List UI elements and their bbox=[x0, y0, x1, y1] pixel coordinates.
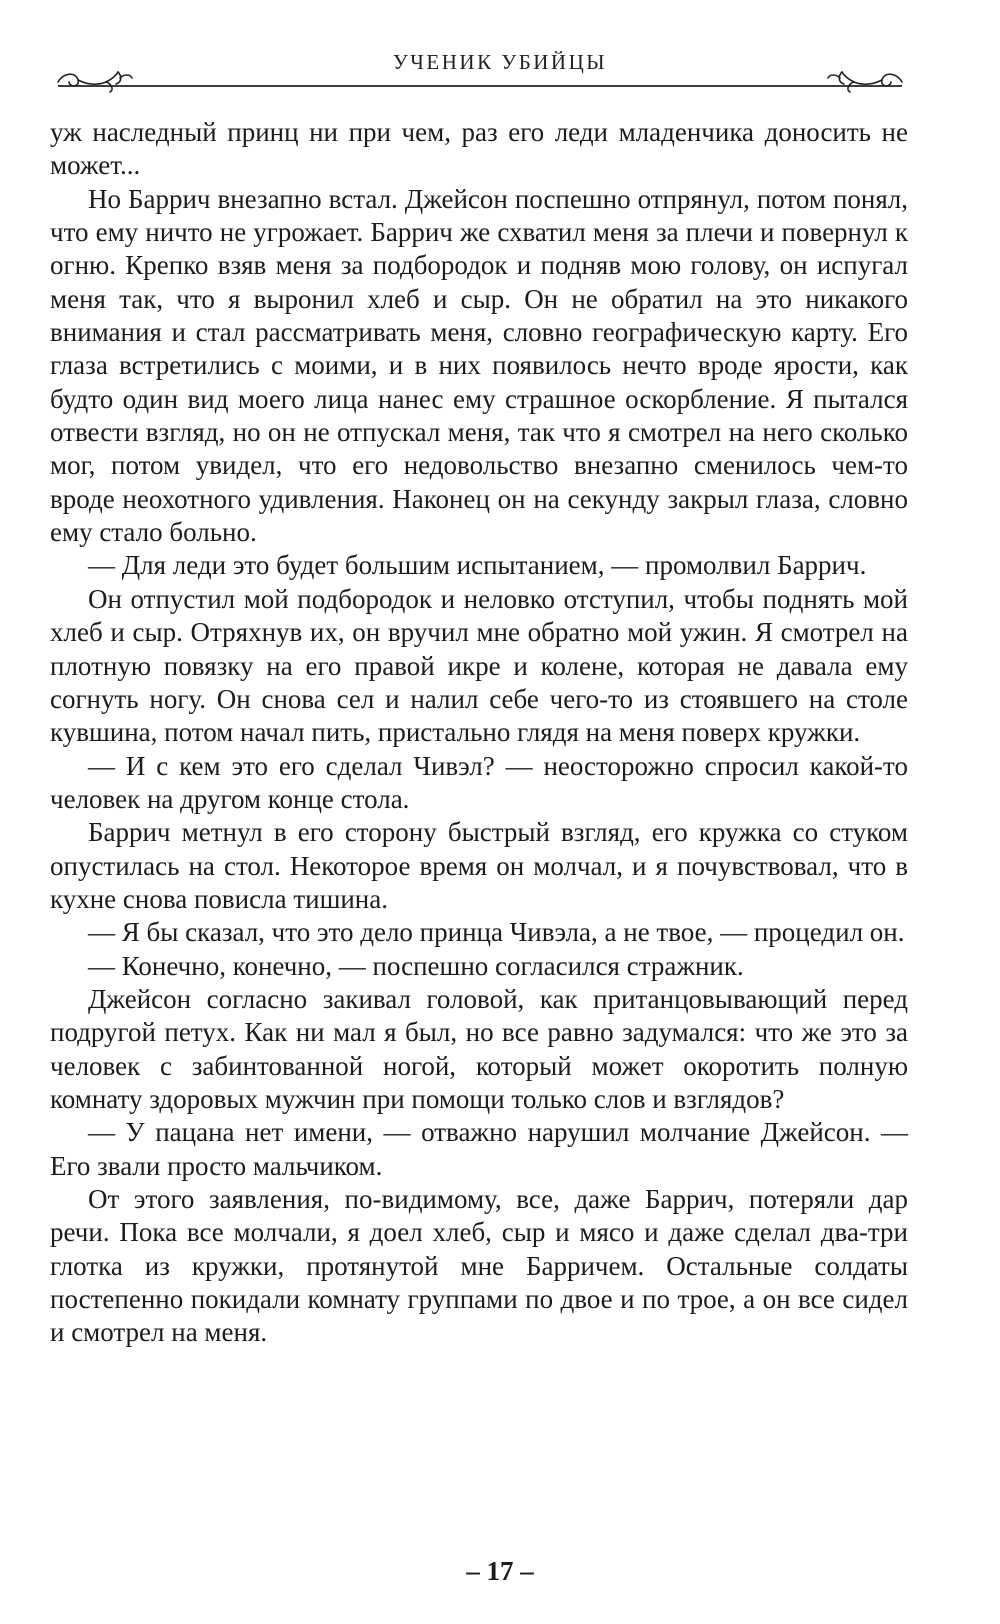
paragraph: Но Баррич внезапно встал. Джейсон поспешно отпрянул, потом понял, что ему ничто не угрожает. Баррич же схватил меня за плечи и повернул к огню. Крепко взяв меня за подбородок и подняв мою голову, он испугал меня так, что я выронил хлеб и сыр. Он не обратил на это никакого внимания и стал рассматривать меня, словно географическую карту. Его глаза встретились с моими, и в них появилось нечто вроде ярости, как будто один вид моего лица нанес ему страшное оскорбление. Я пытался отвести взгляд, но он не отпускал меня, так что я смотрел на него сколько мог, потом увидел, что его недовольство внезапно сменилось чем-то вроде неохотного удивления. Наконец он на секунду закрыл глаза, словно ему стало больно. bbox=[50, 183, 908, 548]
body-text bbox=[50, 116, 908, 1350]
paragraph: Баррич метнул в его сторону быстрый взгляд, его кружка со стуком опустилась на стол. Некоторое время он молчал, и я почувствовал, что в кухне снова повисла тишина. bbox=[50, 817, 908, 914]
page-number: – 17 – bbox=[466, 1556, 534, 1586]
running-head-title: УЧЕНИК УБИЙЦЫ bbox=[392, 50, 608, 74]
paragraph: — И с кем это его сделал Чивэл? — неосторожно спросил какой-то человек на другом конце стола. bbox=[50, 750, 908, 814]
flourish-rule-icon bbox=[56, 70, 904, 100]
paragraph: Он отпустил мой подбородок и неловко отступил, чтобы поднять мой хлеб и сыр. Отряхнув их, он вручил мне обратно мой ужин. Я смотрел на плотную повязку на его правой икре и колене, которая не давала ему согнуть ногу. Он снова сел и налил себе чего-то из стоявшего на столе кувшина, потом начал пить, пристально глядя на меня поверх кружки. bbox=[50, 583, 908, 748]
paragraph: уж наследный принц ни при чем, раз его леди младенчика доносить не может... bbox=[50, 117, 908, 181]
paragraph: — Конечно, конечно, — поспешно согласился стражник. bbox=[88, 950, 744, 981]
paragraph: От этого заявления, по-видимому, все, даже Баррич, потеряли дар речи. Пока все молчали, я доел хлеб, сыр и мясо и даже сделал два-три глотка из кружки, протянутой мне Барричем. Остальные солдаты постепенно покидали комнату группами по двое и по трое, а он все сидел и смотрел на меня. bbox=[50, 1184, 908, 1348]
paragraph: — Для леди это будет большим испытанием, — промолвил Баррич. bbox=[88, 550, 867, 581]
paragraph: — Я бы сказал, что это дело принца Чивэла, а не твое, — процедил он. bbox=[88, 917, 905, 948]
paragraph: Джейсон согласно закивал головой, как пританцовывающий перед подругой петух. Как ни мал я был, но все равно задумался: что же это за человек с забинтованной ногой, который может окоротить полную комнату здоровых мужчин при помощи только слов и взглядов? bbox=[50, 983, 908, 1114]
paragraph: — У пацана нет имени, — отважно нарушил молчание Джейсон. — Его звали просто мальчиком. bbox=[50, 1117, 908, 1181]
